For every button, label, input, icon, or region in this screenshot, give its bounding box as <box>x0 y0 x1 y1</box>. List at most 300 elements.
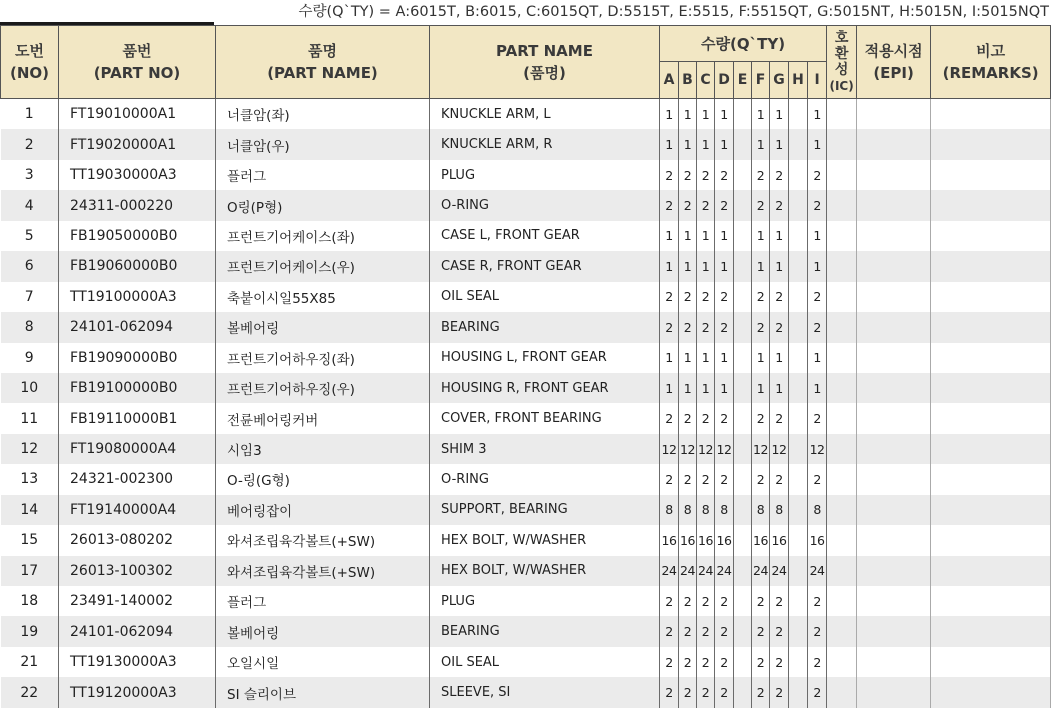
row-qty-c: 2 <box>697 282 715 312</box>
row-part-name-kr: 플러그 <box>216 160 430 190</box>
row-no: 12 <box>1 434 59 464</box>
row-part-name-en: CASE L, FRONT GEAR <box>430 221 660 251</box>
header-remarks: 비고 (REMARKS) <box>931 26 1051 99</box>
row-no: 6 <box>1 251 59 281</box>
row-qty-f: 2 <box>752 312 770 342</box>
row-qty-d: 1 <box>715 251 734 281</box>
row-qty-a: 1 <box>660 99 679 130</box>
row-qty-b: 16 <box>679 525 697 555</box>
row-qty-d: 1 <box>715 221 734 251</box>
row-qty-e <box>734 99 752 130</box>
row-qty-d: 2 <box>715 190 734 220</box>
row-no: 21 <box>1 647 59 677</box>
row-qty-d: 2 <box>715 464 734 494</box>
row-no: 9 <box>1 343 59 373</box>
row-qty-f: 2 <box>752 282 770 312</box>
row-remarks <box>931 616 1051 646</box>
header-ic: 호 환 성 (IC) <box>827 26 857 99</box>
row-qty-a: 8 <box>660 495 679 525</box>
row-epi <box>857 677 931 707</box>
row-qty-f: 2 <box>752 677 770 707</box>
row-remarks <box>931 586 1051 616</box>
row-qty-f: 1 <box>752 343 770 373</box>
row-ic <box>827 312 857 342</box>
row-qty-b: 1 <box>679 373 697 403</box>
row-qty-e <box>734 373 752 403</box>
row-no: 3 <box>1 160 59 190</box>
row-qty-c: 8 <box>697 495 715 525</box>
row-qty-e <box>734 160 752 190</box>
row-remarks <box>931 434 1051 464</box>
row-qty-g: 2 <box>770 190 789 220</box>
row-no: 15 <box>1 525 59 555</box>
row-qty-e <box>734 403 752 433</box>
table-row <box>1 403 1051 433</box>
row-qty-g: 2 <box>770 647 789 677</box>
table-row <box>1 556 1051 586</box>
table-row <box>1 434 1051 464</box>
row-part-no: TT19100000A3 <box>59 282 216 312</box>
row-qty-h <box>789 190 808 220</box>
row-qty-g: 1 <box>770 221 789 251</box>
row-part-name-kr: 볼베어링 <box>216 312 430 342</box>
header-qty-h: H <box>789 62 808 99</box>
row-qty-d: 2 <box>715 677 734 707</box>
row-qty-c: 1 <box>697 99 715 130</box>
row-qty-g: 24 <box>770 556 789 586</box>
row-qty-e <box>734 190 752 220</box>
row-part-no: 24101-062094 <box>59 616 216 646</box>
qty-model-legend: 수량(Q`TY) = A:6015T, B:6015, C:6015QT, D:5515T, E:5515, F:5515QT, G:5015NT, H:5015N, I:5015NQT <box>298 4 1049 20</box>
row-ic <box>827 647 857 677</box>
row-remarks <box>931 556 1051 586</box>
row-part-no: FB19050000B0 <box>59 221 216 251</box>
parts-table-body <box>1 99 1051 708</box>
row-qty-h <box>789 556 808 586</box>
row-qty-d: 8 <box>715 495 734 525</box>
row-qty-c: 2 <box>697 677 715 707</box>
row-no: 10 <box>1 373 59 403</box>
row-qty-a: 1 <box>660 129 679 159</box>
row-part-no: 26013-080202 <box>59 525 216 555</box>
row-qty-a: 2 <box>660 403 679 433</box>
row-part-no: FT19140000A4 <box>59 495 216 525</box>
row-epi <box>857 403 931 433</box>
row-remarks <box>931 403 1051 433</box>
row-qty-e <box>734 586 752 616</box>
row-qty-h <box>789 343 808 373</box>
row-qty-a: 1 <box>660 343 679 373</box>
row-qty-g: 1 <box>770 373 789 403</box>
row-no: 5 <box>1 221 59 251</box>
row-part-no: TT19030000A3 <box>59 160 216 190</box>
row-no: 18 <box>1 586 59 616</box>
row-part-no: 23491-140002 <box>59 586 216 616</box>
row-qty-b: 12 <box>679 434 697 464</box>
row-part-no: FB19060000B0 <box>59 251 216 281</box>
row-no: 2 <box>1 129 59 159</box>
row-part-name-kr: 오일시일 <box>216 647 430 677</box>
row-remarks <box>931 282 1051 312</box>
header-part-no: 품번 (PART NO) <box>59 26 216 99</box>
row-qty-c: 2 <box>697 586 715 616</box>
row-part-name-en: O-RING <box>430 464 660 494</box>
row-qty-f: 2 <box>752 647 770 677</box>
row-qty-c: 2 <box>697 403 715 433</box>
row-qty-f: 2 <box>752 616 770 646</box>
row-ic <box>827 677 857 707</box>
row-part-name-kr: O-링(G형) <box>216 464 430 494</box>
row-qty-i: 2 <box>808 677 827 707</box>
row-no: 4 <box>1 190 59 220</box>
row-qty-g: 2 <box>770 403 789 433</box>
row-qty-i: 2 <box>808 312 827 342</box>
row-part-no: TT19120000A3 <box>59 677 216 707</box>
row-part-no: 24101-062094 <box>59 312 216 342</box>
row-no: 1 <box>1 99 59 130</box>
row-qty-d: 2 <box>715 586 734 616</box>
row-qty-f: 2 <box>752 403 770 433</box>
parts-table <box>0 25 1051 708</box>
row-qty-i: 24 <box>808 556 827 586</box>
row-qty-f: 2 <box>752 190 770 220</box>
row-qty-d: 1 <box>715 373 734 403</box>
row-qty-b: 2 <box>679 160 697 190</box>
row-qty-h <box>789 312 808 342</box>
row-part-name-kr: O링(P형) <box>216 190 430 220</box>
row-ic <box>827 464 857 494</box>
row-qty-e <box>734 525 752 555</box>
row-part-name-kr: SI 슬리이브 <box>216 677 430 707</box>
row-part-name-en: OIL SEAL <box>430 282 660 312</box>
row-no: 13 <box>1 464 59 494</box>
table-row <box>1 282 1051 312</box>
table-row <box>1 495 1051 525</box>
row-epi <box>857 160 931 190</box>
row-qty-i: 2 <box>808 282 827 312</box>
row-qty-b: 2 <box>679 190 697 220</box>
row-qty-b: 2 <box>679 647 697 677</box>
row-remarks <box>931 373 1051 403</box>
row-qty-g: 1 <box>770 343 789 373</box>
row-epi <box>857 616 931 646</box>
row-remarks <box>931 190 1051 220</box>
row-epi <box>857 525 931 555</box>
row-qty-d: 2 <box>715 282 734 312</box>
row-part-name-en: HOUSING R, FRONT GEAR <box>430 373 660 403</box>
row-qty-c: 1 <box>697 251 715 281</box>
row-qty-e <box>734 221 752 251</box>
row-part-name-en: PLUG <box>430 160 660 190</box>
table-row <box>1 525 1051 555</box>
row-remarks <box>931 343 1051 373</box>
row-no: 7 <box>1 282 59 312</box>
row-qty-h <box>789 282 808 312</box>
row-qty-c: 1 <box>697 129 715 159</box>
row-qty-g: 2 <box>770 616 789 646</box>
row-part-name-kr: 와셔조립육각볼트(+SW) <box>216 556 430 586</box>
row-qty-c: 2 <box>697 160 715 190</box>
row-remarks <box>931 677 1051 707</box>
header-qty-b: B <box>679 62 697 99</box>
row-qty-h <box>789 586 808 616</box>
row-remarks <box>931 495 1051 525</box>
row-qty-h <box>789 403 808 433</box>
row-qty-i: 2 <box>808 464 827 494</box>
row-qty-c: 2 <box>697 616 715 646</box>
row-part-name-en: CASE R, FRONT GEAR <box>430 251 660 281</box>
row-qty-e <box>734 251 752 281</box>
row-qty-f: 2 <box>752 586 770 616</box>
row-qty-g: 2 <box>770 312 789 342</box>
table-row <box>1 251 1051 281</box>
row-qty-a: 2 <box>660 190 679 220</box>
row-qty-b: 2 <box>679 586 697 616</box>
row-remarks <box>931 251 1051 281</box>
row-remarks <box>931 221 1051 251</box>
row-qty-e <box>734 464 752 494</box>
row-part-name-en: OIL SEAL <box>430 647 660 677</box>
row-qty-i: 2 <box>808 616 827 646</box>
row-qty-i: 1 <box>808 221 827 251</box>
row-epi <box>857 343 931 373</box>
row-part-no: FT19080000A4 <box>59 434 216 464</box>
row-qty-a: 12 <box>660 434 679 464</box>
table-row <box>1 677 1051 707</box>
header-qty-c: C <box>697 62 715 99</box>
table-row <box>1 160 1051 190</box>
row-qty-g: 2 <box>770 586 789 616</box>
row-qty-d: 2 <box>715 616 734 646</box>
row-part-name-kr: 전륜베어링커버 <box>216 403 430 433</box>
row-qty-g: 1 <box>770 251 789 281</box>
row-qty-f: 12 <box>752 434 770 464</box>
row-qty-h <box>789 129 808 159</box>
row-qty-g: 2 <box>770 677 789 707</box>
row-no: 11 <box>1 403 59 433</box>
row-qty-a: 2 <box>660 464 679 494</box>
row-qty-i: 1 <box>808 373 827 403</box>
row-ic <box>827 556 857 586</box>
row-part-name-en: BEARING <box>430 312 660 342</box>
row-epi <box>857 190 931 220</box>
row-qty-c: 16 <box>697 525 715 555</box>
row-ic <box>827 525 857 555</box>
row-qty-i: 2 <box>808 403 827 433</box>
table-row <box>1 616 1051 646</box>
row-qty-g: 2 <box>770 464 789 494</box>
header-qty-a: A <box>660 62 679 99</box>
table-row <box>1 373 1051 403</box>
header-qty-g: G <box>770 62 789 99</box>
row-part-no: FB19100000B0 <box>59 373 216 403</box>
row-qty-h <box>789 434 808 464</box>
row-qty-d: 1 <box>715 129 734 159</box>
row-qty-a: 1 <box>660 221 679 251</box>
row-remarks <box>931 464 1051 494</box>
row-qty-h <box>789 251 808 281</box>
row-qty-d: 2 <box>715 312 734 342</box>
row-remarks <box>931 525 1051 555</box>
row-qty-f: 16 <box>752 525 770 555</box>
row-ic <box>827 251 857 281</box>
row-qty-d: 24 <box>715 556 734 586</box>
row-qty-a: 2 <box>660 282 679 312</box>
row-qty-h <box>789 99 808 130</box>
row-qty-b: 24 <box>679 556 697 586</box>
row-part-name-kr: 와셔조립육각볼트(+SW) <box>216 525 430 555</box>
row-qty-b: 8 <box>679 495 697 525</box>
row-no: 8 <box>1 312 59 342</box>
row-qty-f: 2 <box>752 160 770 190</box>
row-qty-b: 2 <box>679 403 697 433</box>
row-qty-c: 1 <box>697 373 715 403</box>
row-qty-h <box>789 525 808 555</box>
header-qty-d: D <box>715 62 734 99</box>
row-qty-a: 2 <box>660 586 679 616</box>
row-qty-d: 2 <box>715 160 734 190</box>
row-qty-e <box>734 312 752 342</box>
row-qty-g: 8 <box>770 495 789 525</box>
row-ic <box>827 495 857 525</box>
row-part-name-en: BEARING <box>430 616 660 646</box>
row-epi <box>857 282 931 312</box>
row-qty-i: 2 <box>808 190 827 220</box>
row-epi <box>857 99 931 130</box>
row-part-no: 24311-000220 <box>59 190 216 220</box>
row-qty-e <box>734 343 752 373</box>
row-qty-i: 8 <box>808 495 827 525</box>
row-qty-d: 1 <box>715 99 734 130</box>
table-row <box>1 221 1051 251</box>
header-qty-e: E <box>734 62 752 99</box>
row-epi <box>857 312 931 342</box>
row-epi <box>857 373 931 403</box>
row-qty-g: 12 <box>770 434 789 464</box>
row-part-no: FB19090000B0 <box>59 343 216 373</box>
row-part-name-kr: 프런트기어케이스(좌) <box>216 221 430 251</box>
row-part-no: 24321-002300 <box>59 464 216 494</box>
row-qty-f: 24 <box>752 556 770 586</box>
row-qty-e <box>734 556 752 586</box>
row-qty-c: 2 <box>697 312 715 342</box>
row-qty-i: 1 <box>808 99 827 130</box>
row-part-name-kr: 베어링잡이 <box>216 495 430 525</box>
row-qty-i: 2 <box>808 160 827 190</box>
row-qty-f: 1 <box>752 129 770 159</box>
row-qty-a: 2 <box>660 647 679 677</box>
table-row <box>1 99 1051 130</box>
row-qty-d: 2 <box>715 403 734 433</box>
row-qty-i: 1 <box>808 129 827 159</box>
row-qty-a: 16 <box>660 525 679 555</box>
row-part-name-kr: 프런트기어하우징(우) <box>216 373 430 403</box>
row-qty-b: 2 <box>679 282 697 312</box>
row-part-name-en: COVER, FRONT BEARING <box>430 403 660 433</box>
row-part-name-en: PLUG <box>430 586 660 616</box>
row-qty-c: 2 <box>697 464 715 494</box>
row-epi <box>857 495 931 525</box>
row-part-no: FB19110000B1 <box>59 403 216 433</box>
row-part-name-kr: 너클암(우) <box>216 129 430 159</box>
row-part-no: FT19020000A1 <box>59 129 216 159</box>
row-qty-e <box>734 647 752 677</box>
row-qty-h <box>789 221 808 251</box>
table-row <box>1 190 1051 220</box>
row-ic <box>827 343 857 373</box>
row-part-name-en: HOUSING L, FRONT GEAR <box>430 343 660 373</box>
row-ic <box>827 99 857 130</box>
row-qty-c: 1 <box>697 343 715 373</box>
row-qty-e <box>734 677 752 707</box>
header-part-name-en: PART NAME (품명) <box>430 26 660 99</box>
row-qty-e <box>734 495 752 525</box>
row-qty-b: 1 <box>679 129 697 159</box>
row-ic <box>827 403 857 433</box>
row-no: 14 <box>1 495 59 525</box>
table-row <box>1 312 1051 342</box>
row-qty-g: 2 <box>770 282 789 312</box>
row-remarks <box>931 160 1051 190</box>
row-qty-h <box>789 464 808 494</box>
table-row <box>1 343 1051 373</box>
row-part-name-en: KNUCKLE ARM, R <box>430 129 660 159</box>
row-qty-h <box>789 677 808 707</box>
row-qty-f: 1 <box>752 221 770 251</box>
row-qty-h <box>789 160 808 190</box>
row-qty-b: 1 <box>679 99 697 130</box>
row-qty-b: 1 <box>679 343 697 373</box>
row-qty-e <box>734 434 752 464</box>
row-part-name-kr: 너클암(좌) <box>216 99 430 130</box>
row-qty-i: 2 <box>808 586 827 616</box>
row-epi <box>857 221 931 251</box>
row-part-name-en: HEX BOLT, W/WASHER <box>430 525 660 555</box>
row-remarks <box>931 312 1051 342</box>
row-epi <box>857 556 931 586</box>
row-ic <box>827 373 857 403</box>
row-qty-b: 2 <box>679 677 697 707</box>
header-qty: 수량(Q`TY) <box>660 26 827 62</box>
row-qty-e <box>734 616 752 646</box>
row-ic <box>827 190 857 220</box>
table-row <box>1 647 1051 677</box>
row-qty-a: 1 <box>660 373 679 403</box>
row-epi <box>857 586 931 616</box>
row-qty-d: 16 <box>715 525 734 555</box>
row-qty-a: 2 <box>660 312 679 342</box>
row-qty-b: 2 <box>679 616 697 646</box>
row-qty-f: 1 <box>752 99 770 130</box>
row-part-name-kr: 볼베어링 <box>216 616 430 646</box>
row-qty-i: 12 <box>808 434 827 464</box>
row-qty-g: 2 <box>770 160 789 190</box>
header-part-name-kr: 품명 (PART NAME) <box>216 26 430 99</box>
row-qty-f: 8 <box>752 495 770 525</box>
row-qty-g: 16 <box>770 525 789 555</box>
row-qty-b: 1 <box>679 221 697 251</box>
row-part-no: TT19130000A3 <box>59 647 216 677</box>
row-ic <box>827 282 857 312</box>
row-qty-b: 1 <box>679 251 697 281</box>
row-qty-i: 1 <box>808 343 827 373</box>
row-qty-d: 12 <box>715 434 734 464</box>
row-qty-b: 2 <box>679 464 697 494</box>
row-remarks <box>931 129 1051 159</box>
row-qty-c: 2 <box>697 647 715 677</box>
row-qty-c: 12 <box>697 434 715 464</box>
row-qty-i: 2 <box>808 647 827 677</box>
